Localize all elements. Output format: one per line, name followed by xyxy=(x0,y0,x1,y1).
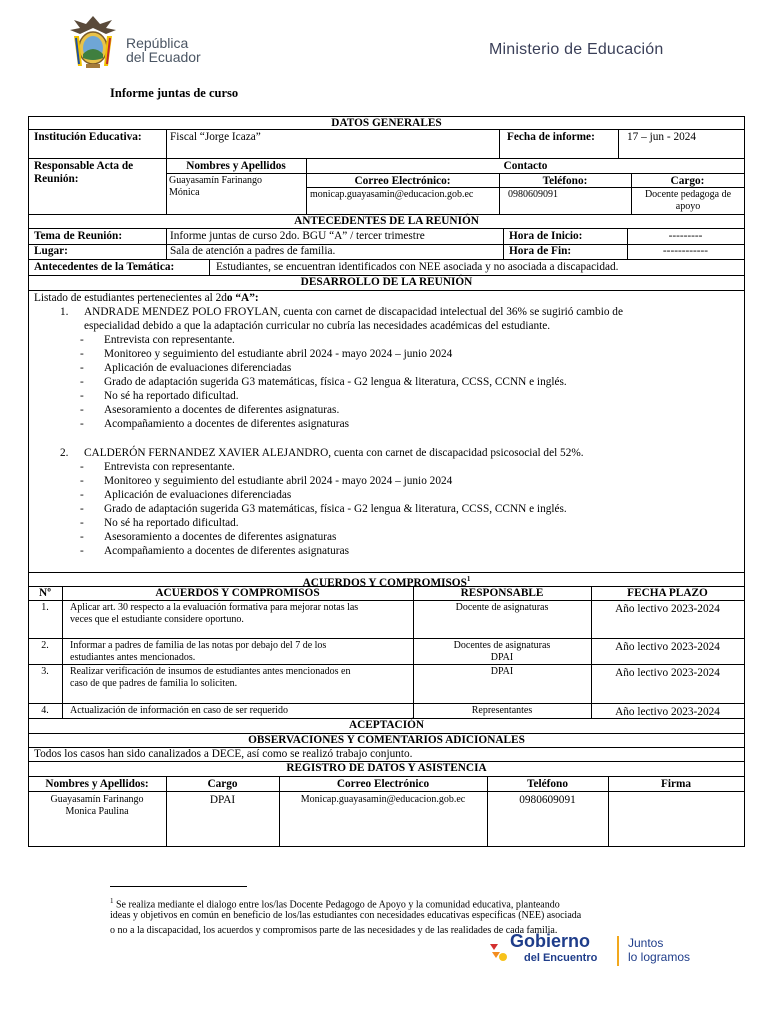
ministry-name: Ministerio de Educación xyxy=(489,41,664,58)
row-fecha: Año lectivo 2023-2024 xyxy=(615,667,720,679)
footnote-line-3: o no a la discapacidad, los acuerdos y compromisos parte de las necesidades y de las realidades de cada familia. xyxy=(110,925,558,936)
row-responsable-2: DPAI xyxy=(490,652,514,663)
registro-col-nombres: Nombres y Apellidos: xyxy=(45,778,149,790)
list-bullet: - xyxy=(80,461,84,473)
row-fecha: Año lectivo 2023-2024 xyxy=(615,603,720,615)
lo-logramos-text: lo logramos xyxy=(628,950,691,964)
row-acuerdo-line-1: Actualización de información en caso de ser requerido xyxy=(70,705,288,716)
desarrollo-intro xyxy=(34,292,259,305)
row-fecha: Año lectivo 2023-2024 xyxy=(615,641,720,653)
col-header-num: Nº xyxy=(39,587,51,599)
list-bullet: - xyxy=(80,334,84,346)
ecuador-coat-of-arms-logo xyxy=(66,14,120,74)
row-acuerdo-line-1: Realizar verificación de insumos de estudiantes antes mencionados en xyxy=(70,666,351,677)
list-item: Grado de adaptación sugerida G3 matemáticas, física - G2 lengua & literatura, CCSS, CCNN e inglés. xyxy=(104,376,567,388)
observaciones-text: Todos los casos han sido canalizados a DECE, así como se realizó trabajo conjunto. xyxy=(34,748,413,760)
student-1-number: 1. xyxy=(60,306,69,318)
responsable-telefono: 0980609091 xyxy=(508,189,558,200)
row-acuerdo-line-2: caso de que padres de familia lo soliciten. xyxy=(70,678,238,689)
row-responsable: Docentes de asignaturas xyxy=(453,640,551,651)
hora-inicio-label: Hora de Inicio: xyxy=(509,230,583,242)
list-item: Entrevista con representante. xyxy=(104,334,235,346)
desarrollo-intro-bold: o “A”: xyxy=(226,292,259,304)
student-2-line-1: CALDERÓN FERNANDEZ XAVIER ALEJANDRO, cuenta con carnet de discapacidad psicosocial del 52%. xyxy=(84,447,584,459)
registro-heading: REGISTRO DE DATOS Y ASISTENCIA xyxy=(286,762,487,774)
datos-generales-heading: DATOS GENERALES xyxy=(331,117,442,129)
list-bullet: - xyxy=(80,489,84,501)
responsable-correo: monicap.guayasamin@educacion.gob.ec xyxy=(310,189,474,200)
footnote-separator xyxy=(110,886,247,887)
footnote-line-1-text: Se realiza mediante el dialogo entre los/las Docente Pedagogo de Apoyo y la comunidad educativa, planteando xyxy=(116,899,560,911)
row-num: 2. xyxy=(41,640,49,651)
registro-col-telefono: Teléfono xyxy=(526,778,568,790)
responsable-nombre: Guayasamín Farinango Mónica xyxy=(169,175,263,198)
republica-line-2: del Ecuador xyxy=(126,49,201,65)
row-num: 4. xyxy=(41,705,49,716)
footnote-ref: 1 xyxy=(466,575,471,583)
list-item: No sé ha reportado dificultad. xyxy=(104,517,239,529)
list-bullet: - xyxy=(80,517,84,529)
list-item: No sé ha reportado dificultad. xyxy=(104,390,239,402)
list-item: Asesoramiento a docentes de diferentes asignaturas. xyxy=(104,404,340,416)
tema-value: Informe juntas de curso 2do. BGU “A” / tercer trimestre xyxy=(170,230,425,242)
row-responsable: Representantes xyxy=(471,705,533,716)
list-item: Monitoreo y seguimiento del estudiante abril 2024 - mayo 2024 – junio 2024 xyxy=(104,475,453,487)
institucion-value: Fiscal “Jorge Icaza” xyxy=(170,131,261,143)
registro-col-correo: Correo Electrónico xyxy=(336,778,430,790)
hora-fin-value: ------------ xyxy=(662,245,709,257)
col-header-responsable: RESPONSABLE xyxy=(460,587,544,599)
list-item: Grado de adaptación sugerida G3 matemáticas, física - G2 lengua & literatura, CCSS, CCNN e inglés. xyxy=(104,503,567,515)
registro-correo: Monicap.guayasamin@educacion.gob.ec xyxy=(300,794,466,805)
tematica-value: Estudiantes, se encuentran identificados con NEE asociada y no asociada a discapacidad. xyxy=(216,261,619,273)
row-num: 1. xyxy=(41,602,49,613)
observaciones-heading: OBSERVACIONES Y COMENTARIOS ADICIONALES xyxy=(248,734,525,746)
list-bullet: - xyxy=(80,475,84,487)
lugar-label: Lugar: xyxy=(34,245,68,257)
gobierno-logo-mark xyxy=(488,942,510,964)
list-bullet: - xyxy=(80,545,84,557)
list-bullet: - xyxy=(80,376,84,388)
registro-nombre-line-2: Monica Paulina xyxy=(65,806,129,817)
correo-header: Correo Electrónico: xyxy=(354,175,451,187)
list-item: Asesoramiento a docentes de diferentes asignaturas xyxy=(104,531,337,543)
list-item: Monitoreo y seguimiento del estudiante abril 2024 - mayo 2024 – junio 2024 xyxy=(104,348,453,360)
list-bullet: - xyxy=(80,390,84,402)
list-item: Entrevista con representante. xyxy=(104,461,235,473)
list-bullet: - xyxy=(80,348,84,360)
row-acuerdo-line-1: Informar a padres de familia de las notas por debajo del 7 de los xyxy=(70,640,327,651)
student-1-line-1: ANDRADE MENDEZ POLO FROYLAN, cuenta con carnet de discapacidad intelectual del 36% se sugirió cambio de xyxy=(84,306,623,318)
registro-col-firma: Firma xyxy=(660,778,692,790)
list-item: Acompañamiento a docentes de diferentes asignaturas xyxy=(104,545,349,557)
row-acuerdo-line-1: Aplicar art. 30 respecto a la evaluación formativa para mejorar notas las xyxy=(70,602,359,613)
student-1-line-2: especialidad debido a que la adaptación curricular no cubría las necesidades académicas del estudiante. xyxy=(84,320,551,332)
row-responsable: DPAI xyxy=(490,666,514,677)
brand-divider xyxy=(617,936,619,966)
registro-col-cargo: Cargo xyxy=(207,778,238,790)
nombres-header: Nombres y Apellidos xyxy=(186,160,286,172)
list-bullet: - xyxy=(80,418,84,430)
aceptacion-heading: ACEPTACIÓN xyxy=(348,719,425,731)
row-fecha: Año lectivo 2023-2024 xyxy=(615,706,720,718)
footnote-marker: 1 xyxy=(110,897,114,905)
row-responsable: Docente de asignaturas xyxy=(455,602,549,613)
list-bullet: - xyxy=(80,362,84,374)
responsable-cargo: Docente pedagoga de apoyo xyxy=(644,189,732,212)
registro-cargo: DPAI xyxy=(209,794,236,806)
col-header-fecha: FECHA PLAZO xyxy=(627,587,708,599)
registro-telefono: 0980609091 xyxy=(519,794,576,806)
document-title: Informe juntas de curso xyxy=(110,86,239,100)
institucion-label: Institución Educativa: xyxy=(34,131,142,143)
tema-label: Tema de Reunión: xyxy=(34,230,123,242)
student-2-number: 2. xyxy=(60,447,69,459)
list-item: Acompañamiento a docentes de diferentes asignaturas xyxy=(104,418,349,430)
list-item: Aplicación de evaluaciones diferenciadas xyxy=(104,489,292,501)
tematica-label: Antecedentes de la Temática: xyxy=(34,261,175,273)
cargo-header: Cargo: xyxy=(670,175,705,187)
row-acuerdo-line-2: veces que el estudiante considere oportuno. xyxy=(70,614,244,625)
list-bullet: - xyxy=(80,404,84,416)
desarrollo-intro-text: Listado de estudiantes pertenecientes al 2d xyxy=(34,292,227,304)
republica-line-1: República xyxy=(126,35,189,51)
antecedentes-heading: ANTECEDENTES DE LA REUNIÓN xyxy=(294,215,479,227)
list-bullet: - xyxy=(80,503,84,515)
row-num: 3. xyxy=(41,666,49,677)
juntos-text: Juntos xyxy=(628,936,664,950)
del-encuentro-text: del Encuentro xyxy=(524,952,598,964)
responsable-label: Responsable Acta de Reunión: xyxy=(34,160,134,185)
hora-inicio-value: --------- xyxy=(668,230,703,242)
fecha-informe-label: Fecha de informe: xyxy=(507,131,595,143)
telefono-header: Teléfono: xyxy=(542,175,588,187)
contacto-header: Contacto xyxy=(503,160,548,172)
list-bullet: - xyxy=(80,531,84,543)
col-header-acuerdos: ACUERDOS Y COMPROMISOS xyxy=(155,587,320,599)
row-acuerdo-line-2: estudiantes antes mencionados. xyxy=(70,652,196,663)
fecha-informe-value: 17 – jun - 2024 xyxy=(627,131,697,143)
list-item: Aplicación de evaluaciones diferenciadas xyxy=(104,362,292,374)
gobierno-text: Gobierno xyxy=(510,931,590,951)
lugar-value: Sala de atención a padres de familia. xyxy=(170,245,336,257)
desarrollo-heading: DESARROLLO DE LA REUNIÓN xyxy=(300,276,473,288)
registro-nombre-line-1: Guayasamín Farinango xyxy=(50,794,144,805)
acuerdos-heading-text: ACUERDOS Y COMPROMISOS xyxy=(302,576,467,589)
footnote-line-2: ideas y objetivos en común en beneficio de los/las estudiantes con necesidades educativas específicas (NEE) asociada xyxy=(110,910,582,921)
hora-fin-label: Hora de Fin: xyxy=(509,245,572,257)
